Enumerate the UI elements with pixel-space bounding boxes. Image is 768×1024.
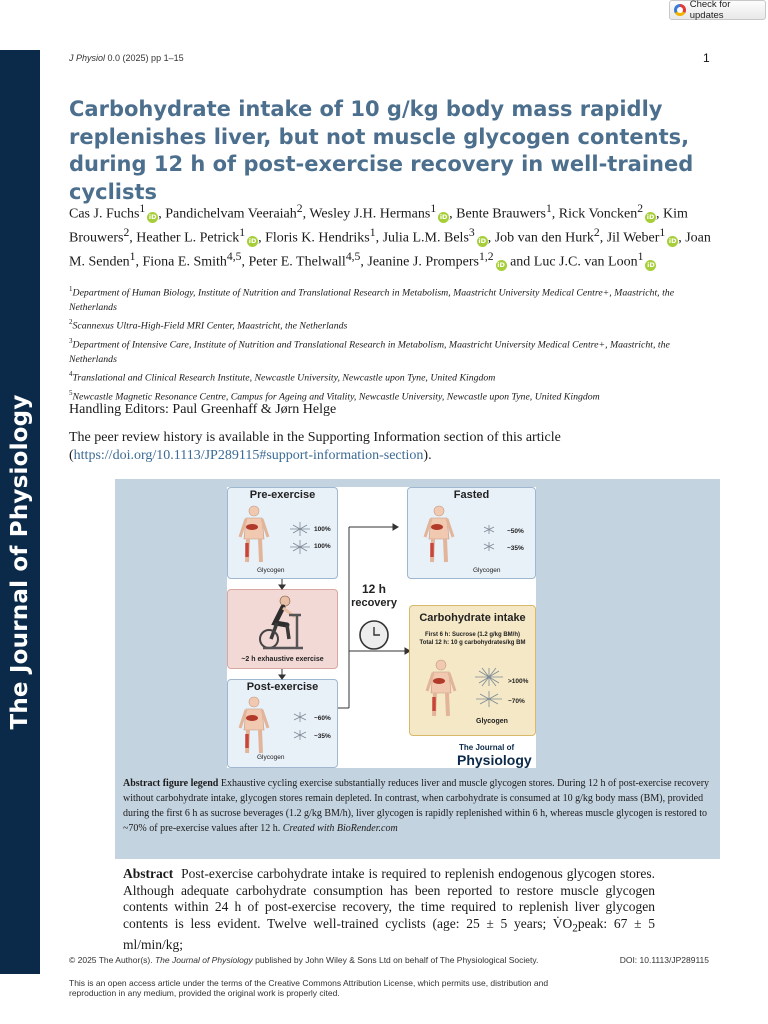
author-name: Pandichelvam Veeraiah <box>165 206 297 222</box>
pre-exercise-title: Pre-exercise <box>249 489 316 501</box>
author-affiliation-number: 1 <box>239 226 246 240</box>
legend-heading: Abstract figure legend <box>123 778 219 789</box>
abstract-figure <box>227 487 536 768</box>
affiliation-text: Department of Human Biology, Institute of Nutrition and Translational Research in Metabolism, Maastricht University Medical Centre+, Maastricht, the Netherlands <box>69 287 675 313</box>
affiliation-text: Newcastle Magnetic Resonance Centre, Campus for Ageing and Vitality, Newcastle University, Newcastle upon Tyne, United Kingdom <box>72 391 600 403</box>
check-for-updates-button[interactable] <box>669 0 766 20</box>
figure-logo-small: The Journal of <box>459 743 515 752</box>
author-affiliation-number: 1,2 <box>478 250 494 264</box>
author-affiliation-number: 1 <box>139 202 146 215</box>
affiliation-item <box>69 315 719 334</box>
orcid-icon[interactable]: iD <box>148 212 157 221</box>
author-affiliation-number: 1 <box>659 226 666 240</box>
author-affiliation-number: 4,5 <box>345 250 361 264</box>
author-affiliation-number: 1 <box>545 202 552 215</box>
journal-sidebar <box>0 50 40 974</box>
peer-review-text: The peer review history is available in the Supporting Information section of this article <box>69 430 561 445</box>
author-affiliation-number: 1 <box>369 226 376 240</box>
author-affiliation-number: 4,5 <box>226 250 242 264</box>
pre-muscle-value: 100% <box>314 543 331 550</box>
copyright-journal: The Journal of Physiology <box>154 955 253 965</box>
fasted-muscle-value: ~35% <box>507 545 524 552</box>
author-name: Fiona E. Smith <box>142 254 227 270</box>
fasted-body-icon <box>422 505 456 563</box>
peer-review-note: The peer review history is available in the Supporting Information section of this article (https://doi.org/10.1113/JP289115#support-information-section). <box>69 430 561 463</box>
journal-citation <box>69 53 184 63</box>
abstract-text: Post-exercise carbohydrate intake is required to replenish endogenous glycogen stores. Although adequate carbohydrate consumption has been reported to restore muscle glycogen contents within 24 h of post-exercise recovery, the time required to replenish liver glycogen contents is less evident. Twelve well-trained cyclists (age: 25 ± 5 years; <box>123 866 656 931</box>
orcid-icon[interactable]: iD <box>646 212 655 221</box>
fasted-glycogen-icon <box>479 523 499 553</box>
affiliation-number: 1 <box>69 285 73 293</box>
sidebar-journal-name: The Journal of Physiology <box>7 394 33 730</box>
author-name: Floris K. Hendriks <box>265 230 370 246</box>
author-affiliation-number: 2 <box>637 202 644 215</box>
vo2-symbol: V̇O <box>552 915 573 931</box>
abstract <box>123 866 655 953</box>
affiliation-number: 4 <box>69 370 73 379</box>
abstract-figure-legend <box>123 776 715 836</box>
carbohydrate-glycogen-icon <box>473 667 505 709</box>
peer-review-link[interactable]: https://doi.org/10.1113/JP289115#support-information-section <box>73 448 424 463</box>
author-affiliation-number: 2 <box>296 202 303 215</box>
recovery-label: recovery <box>351 597 397 609</box>
author-name: Heather L. Petrick <box>136 230 240 246</box>
citation-details: 0.0 (2025) pp 1–15 <box>107 53 184 63</box>
orcid-icon[interactable]: iD <box>478 236 487 245</box>
author-name: Kim Brouwers <box>69 206 688 246</box>
carbohydrate-title: Carbohydrate intake <box>419 612 526 624</box>
post-liver-value: ~60% <box>314 715 331 722</box>
abstract-text-end: : 67 ± 5 ml/min/kg; <box>123 915 655 952</box>
post-glycogen-label: Glycogen <box>257 754 285 761</box>
post-exercise-title: Post-exercise <box>246 681 319 693</box>
affiliations <box>69 282 719 405</box>
author-affiliation-number: 1 <box>430 202 437 215</box>
affiliation-text: Translational and Clinical Research Institute, Newcastle University, Newcastle upon Tyne, United Kingdom <box>72 372 496 384</box>
author-name: Wesley J.H. Hermans <box>309 206 431 222</box>
post-muscle-value: ~35% <box>314 733 331 740</box>
author-affiliation-number: 1 <box>637 250 644 264</box>
author-name: Luc J.C. van Loon <box>533 254 638 270</box>
orcid-icon[interactable]: iD <box>668 236 677 245</box>
check-for-updates-label: Check for updates <box>689 0 731 21</box>
license-note: This is an open access article under the terms of the Creative Commons Attribution License, which permits use, distribution and reproduction in any medium, provided the original work is properly cited. <box>69 978 549 998</box>
carbohydrate-body-icon <box>424 659 458 717</box>
author-name: Job van den Hurk <box>494 230 594 246</box>
orcid-icon[interactable]: iD <box>439 212 448 221</box>
affiliation-number: 3 <box>69 337 73 346</box>
carbohydrate-muscle-value: ~70% <box>508 698 525 705</box>
copyright-line: © 2025 The Author(s). The Journal of Physiology published by John Wiley & Sons Ltd on behalf of The Physiological Society. DOI: 10.1113/JP289115 <box>69 955 709 965</box>
legend-body: Exhaustive cycling exercise substantially reduces liver and muscle glycogen stores. During 12 h of post-exercise recovery without carbohydrate intake, glycogen stores remain depleted. In contrast, when carbohydrate is consumed at 10 g/kg body mass (BM), provided during the first 6 h as sucrose beverages (1.2 g/kg BM/h), liver glycogen is rapidly replenished within 6 h, whereas muscle glycogen is restored to ~70% of pre-exercise values after 12 h. <box>123 778 710 834</box>
crossmark-icon <box>674 4 686 16</box>
affiliation-text: Scannexus Ultra-High-Field MRI Center, Maastricht, the Netherlands <box>72 320 348 332</box>
author-affiliation-number: 2 <box>593 226 600 240</box>
doi: DOI: 10.1113/JP289115 <box>619 955 709 965</box>
author-name: Jeanine J. Prompers <box>367 254 479 270</box>
recovery-time: 12 h <box>361 582 386 596</box>
author-name: Peter E. Thelwall <box>248 254 346 270</box>
vo2-subscript: 2 <box>572 922 578 935</box>
author-name: Joan M. Senden <box>69 230 711 270</box>
orcid-icon[interactable]: iD <box>647 260 655 269</box>
carbohydrate-liver-value: >100% <box>508 678 529 685</box>
author-name: Jil Weber <box>606 230 660 246</box>
author-name: Rick Voncken <box>558 206 638 222</box>
page-number: 1 <box>703 51 710 65</box>
carbohydrate-line-2: Total 12 h: 10 g carbohydrates/kg BM <box>419 640 526 646</box>
author-affiliation-number: 3 <box>468 226 475 240</box>
author-list: Cas J. Fuchs$^1$iD , Pandichelvam Veeraiah$^2$, Wesley J.H. Hermans$^1$iD , Bente Brauwers$^1$, Rick Voncken$^2$iD , Kim Brouwers$^2$, Heather L. Petrick$^1$iD , Floris K. Hendriks$^1$, Julia L.M. Bels$^3$iD , Job van den Hurk$^2$, Jil Weber$^1$iD , Joan M. Senden$^1$, Fiona E. Smith$^{4,5}$, Peter E. Thelwall$^{4,5}$, Jeanine J. Prompers$^{1,2}$iD and Luc J.C. van Loon$^1$iD <box>69 202 711 270</box>
affiliation-number: 2 <box>69 318 73 327</box>
vo2-suffix: peak <box>577 915 604 931</box>
orcid-icon[interactable]: iD <box>497 260 505 269</box>
exercise-label: ~2 h exhaustive exercise <box>241 656 324 663</box>
affiliation-text: Department of Intensive Care, Institute of Nutrition and Translational Research in Metabolism, Maastricht University Medical Centre+, Maastricht, the Netherlands <box>69 339 670 365</box>
fasted-liver-value: ~50% <box>507 528 524 535</box>
pre-glycogen-label: Glycogen <box>257 567 285 574</box>
author-name: Cas J. Fuchs <box>69 206 140 222</box>
legend-credit: Created with BioRender.com <box>282 823 398 834</box>
affiliation-item <box>69 367 719 386</box>
affiliation-item <box>69 334 719 367</box>
clock-icon <box>358 619 390 651</box>
fasted-title: Fasted <box>453 489 490 501</box>
figure-logo-big: Physiology <box>457 752 532 768</box>
journal-abbrev: J Physiol <box>69 53 106 63</box>
author-name: Julia L.M. Bels <box>382 230 469 246</box>
carbohydrate-line-1: First 6 h: Sucrose (1.2 g/kg BM/h) <box>424 632 520 638</box>
pre-liver-value: 100% <box>314 526 331 533</box>
affiliation-item <box>69 282 719 315</box>
author-name: Bente Brauwers <box>456 206 546 222</box>
abstract-heading: Abstract <box>123 866 174 881</box>
carbohydrate-glycogen-label: Glycogen <box>476 718 508 725</box>
orcid-icon[interactable]: iD <box>248 236 257 245</box>
article-title: Carbohydrate intake of 10 g/kg body mass rapidly replenishes liver, but not muscle glycogen contents, during 12 h of post-exercise recovery in well-trained cyclists <box>69 97 694 204</box>
fasted-glycogen-label: Glycogen <box>473 567 501 574</box>
author-affiliation-number: 1 <box>129 250 136 264</box>
author-affiliation-number: 2 <box>123 226 130 240</box>
handling-editors: Handling Editors: Paul Greenhaff & Jørn Helge <box>69 402 337 417</box>
affiliation-number: 5 <box>69 389 73 398</box>
